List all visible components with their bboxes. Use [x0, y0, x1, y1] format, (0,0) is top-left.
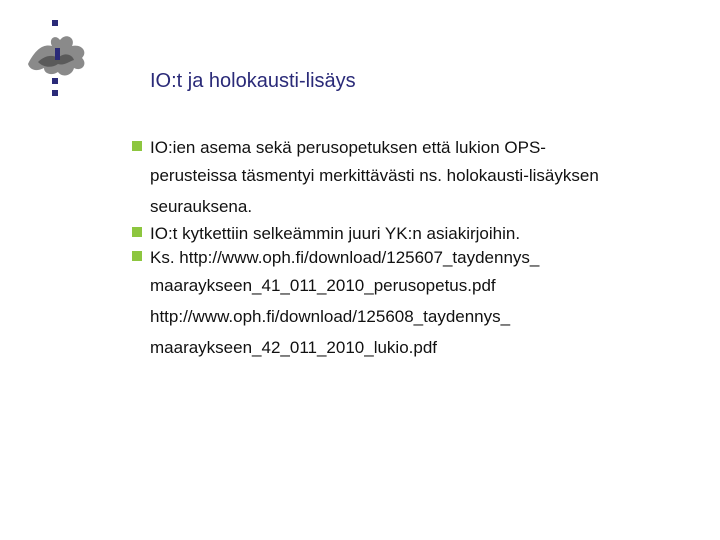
bullet-square-icon — [132, 251, 142, 261]
bullet-item — [132, 136, 692, 222]
link-text: maaraykseen_41_011_2010_perusopetus.pdf — [150, 276, 496, 295]
bullet-text: IO:ien asema sekä perusopetuksen että lukion OPS- — [150, 138, 546, 157]
bullet-text: seurauksena. — [150, 197, 253, 216]
bullet-text: Ks. http://www.oph.fi/download/125607_taydennys_ — [150, 248, 540, 267]
link-text: maaraykseen_42_011_2010_lukio.pdf — [150, 338, 438, 357]
bullet-item — [132, 246, 692, 363]
university-logo-icon — [22, 18, 94, 102]
slide-title: IO:t ja holokausti-lisäys — [150, 70, 356, 92]
bullet-text: perusteissa täsmentyi merkittävästi ns. holokausti-lisäyksen — [150, 166, 599, 185]
bullet-square-icon — [132, 227, 142, 237]
bullet-list — [132, 136, 692, 363]
bullet-square-icon — [132, 141, 142, 151]
link-text: http://www.oph.fi/download/125608_taydennys_ — [150, 307, 511, 326]
bullet-text: IO:t kytkettiin selkeämmin juuri YK:n asiakirjoihin. — [150, 224, 521, 243]
bullet-item — [132, 222, 692, 246]
